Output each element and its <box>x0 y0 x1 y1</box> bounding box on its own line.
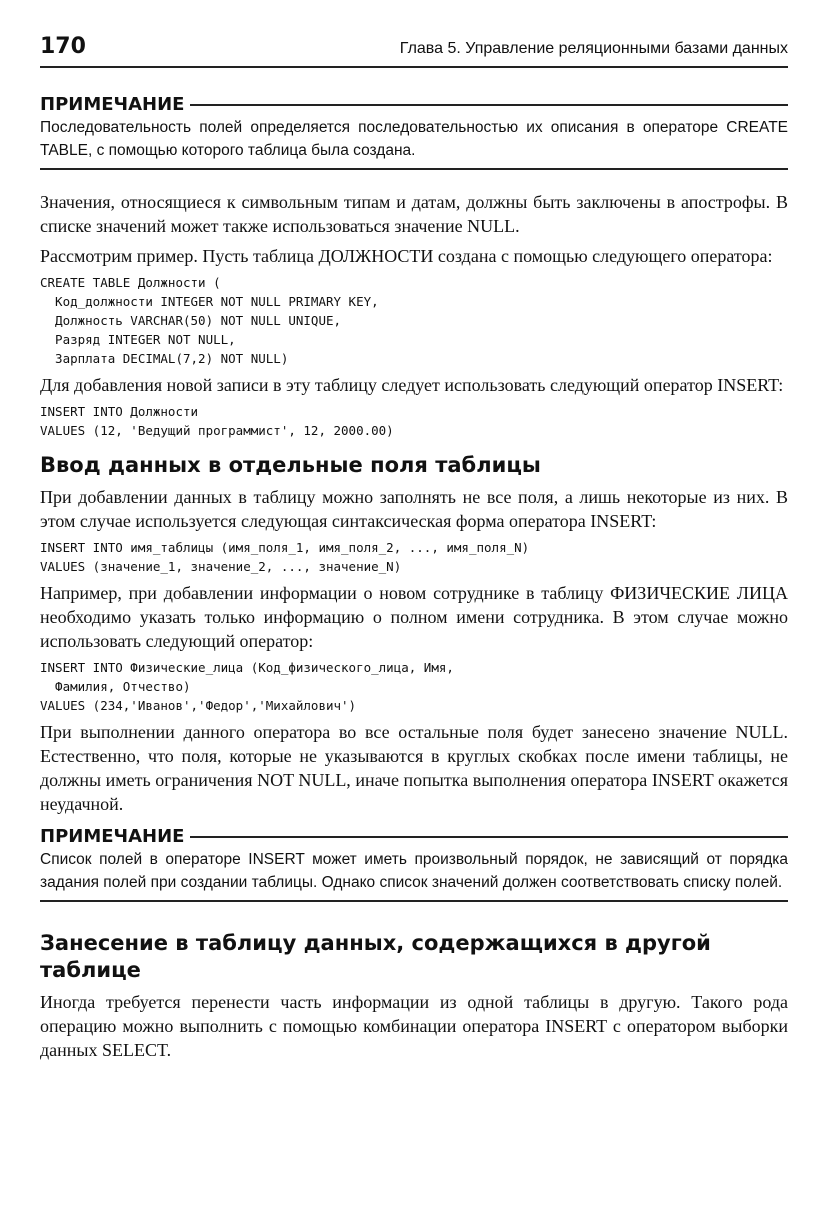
note-title: ПРИМЕЧАНИЕ <box>40 94 185 115</box>
paragraph: При выполнении данного оператора во все остальные поля будет занесено значение NULL. Естественно, что поля, которые не указываются в круглых скобках после имени таблицы, не должны иметь ограничения NOT NULL, иначе попытка выполнения оператора INSERT окажется неудачной. <box>40 722 788 814</box>
book-page <box>40 34 788 1062</box>
note-text: Список полей в операторе INSERT может иметь произвольный порядок, не зависящий от порядка задания полей при создании таблицы. Однако список значений должен соответствовать списку полей. <box>40 848 788 902</box>
paragraph: Иногда требуется перенести часть информации из одной таблицы в другую. Такого рода операцию можно выполнить с помощью комбинации оператора INSERT с оператором выборки данных SELECT. <box>40 992 788 1060</box>
paragraph: Значения, относящиеся к символьным типам и датам, должны быть заключены в апострофы. В списке значений может также использоваться значение NULL. <box>40 192 788 236</box>
note-text: Последовательность полей определяется последовательностью их описания в операторе CREATE TABLE, с помощью которого таблица была создана. <box>40 116 788 170</box>
section-heading: Занесение в таблицу данных, содержащихся в другой таблице <box>40 931 711 982</box>
code-block: INSERT INTO Физические_лица (Код_физического_лица, Имя, Фамилия, Отчество) VALUES (234,'Иванов','Федор','Михайлович') <box>40 660 454 713</box>
paragraph: Рассмотрим пример. Пусть таблица ДОЛЖНОСТИ создана с помощью следующего оператора: <box>40 246 773 266</box>
note-rule <box>190 836 788 838</box>
note-rule <box>190 104 788 106</box>
chapter-title: Глава 5. Управление реляционными базами данных <box>399 40 788 57</box>
note-heading <box>40 826 788 847</box>
code-block: INSERT INTO имя_таблицы (имя_поля_1, имя_поля_2, ..., имя_поля_N) VALUES (значение_1, значение_2, ..., значение_N) <box>40 540 530 574</box>
note-box <box>40 94 788 170</box>
paragraph: Например, при добавлении информации о новом сотруднике в таблицу ФИЗИЧЕСКИЕ ЛИЦА необходимо указать только информацию о полном имени сотрудника. В этом случае можно использовать следующий оператор: <box>40 583 788 651</box>
note-box <box>40 826 788 902</box>
code-block: CREATE TABLE Должности ( Код_должности INTEGER NOT NULL PRIMARY KEY, Должность VARCHAR(50) NOT NULL UNIQUE, Разряд INTEGER NOT NULL, Зарплата DECIMAL(7,2) NOT NULL) <box>40 275 379 366</box>
code-block: INSERT INTO Должности VALUES (12, 'Ведущий программист', 12, 2000.00) <box>40 404 394 438</box>
paragraph: При добавлении данных в таблицу можно заполнять не все поля, а лишь некоторые из них. В этом случае используется следующая синтаксическая форма оператора INSERT: <box>40 487 788 531</box>
page-header <box>40 34 788 68</box>
note-heading <box>40 94 788 115</box>
note-title: ПРИМЕЧАНИЕ <box>40 826 185 847</box>
section-heading: Ввод данных в отдельные поля таблицы <box>40 453 541 477</box>
page-number: 170 <box>40 34 86 59</box>
paragraph: Для добавления новой записи в эту таблицу следует использовать следующий оператор INSERT: <box>40 375 784 395</box>
